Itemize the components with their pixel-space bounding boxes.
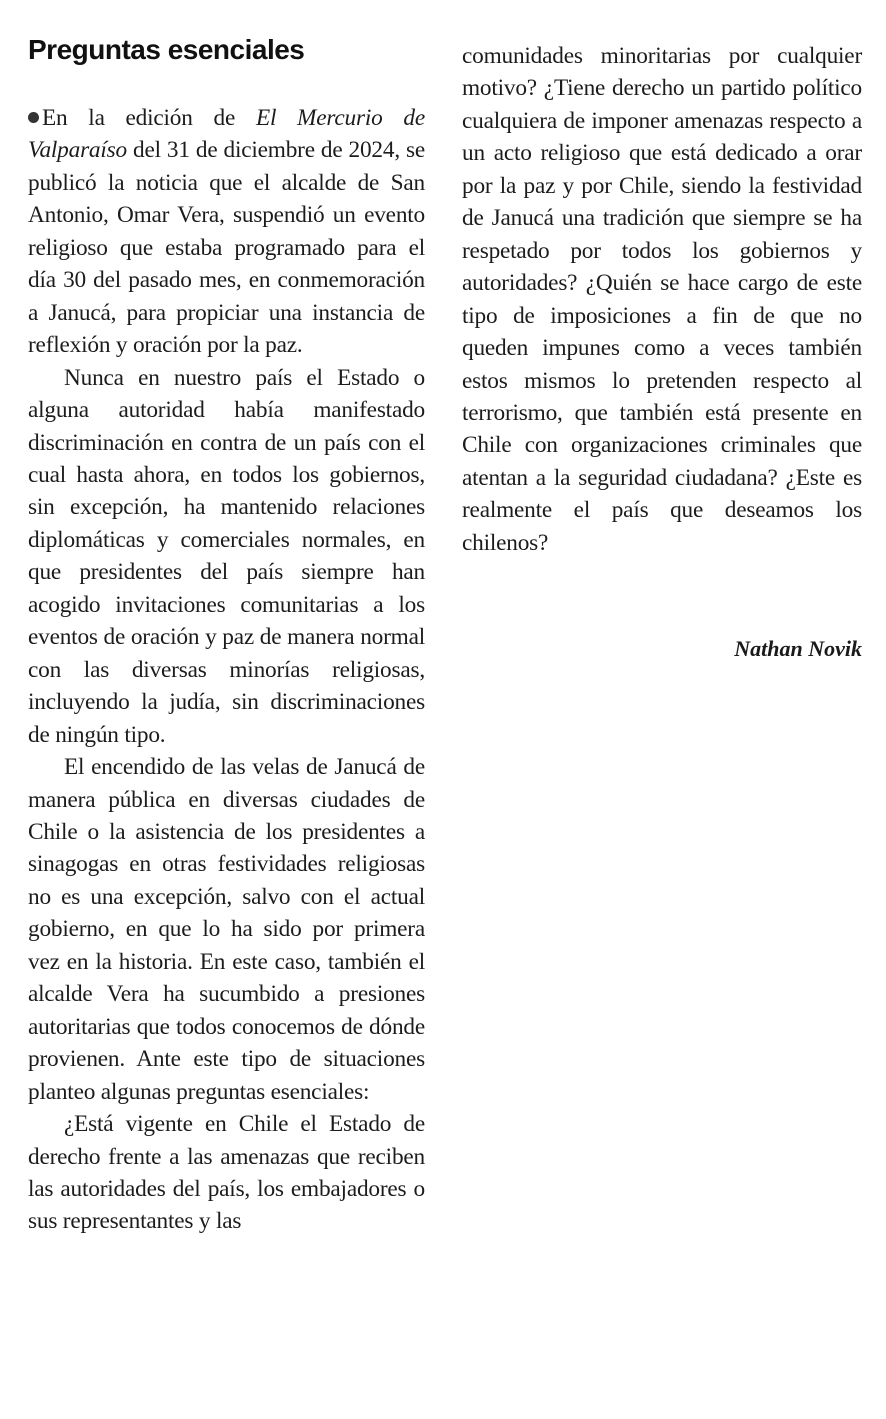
paragraph-1-text: del 31 de diciembre de 2024, se publicó la noticia que el alcalde de San Antonio, Omar Vera, suspendió un evento religioso que estaba programado para el día 30 del pasado mes, en conmemoración a Janucá, para propiciar una instancia de reflexión y oración por la paz. [28,137,425,359]
paragraph-4-continued: comunidades minoritarias por cualquier motivo? ¿Tiene derecho un partido político cualquiera de imponer amenazas respecto a un acto religioso que está dedicado a orar por la paz y por Chile, siendo la festividad de Janucá una tradición que siempre se ha respetado por todos los gobiernos y autoridades? ¿Quién se hace cargo de este tipo de imposiciones a fin de que no queden impunes como a veces también estos mismos lo pretenden respecto al terrorismo, que también está presente en Chile con organizaciones criminales que atentan a la seguridad ciudadana? ¿Este es realmente el país que deseamos los chilenos? [462,43,862,556]
author-signature: Nathan Novik [734,636,862,661]
paragraph-1 [28,102,425,362]
bullet-icon [28,112,39,123]
publication-name: El Mercurio de Valparaíso [28,105,425,164]
paragraph-4-start: ¿Está vigente en Chile el Estado de derecho frente a las amenazas que reciben las autoridades del país, los embajadores o sus representantes y las [28,1111,425,1235]
right-column [462,40,862,559]
paragraph-1-intro: En la edición de [42,105,256,131]
paragraph-2: Nunca en nuestro país el Estado o alguna autoridad había manifestado discriminación en contra de un país con el cual hasta ahora, en todos los gobiernos, sin excepción, ha mantenido relaciones diplomáticas y comerciales normales, en que presidentes del país siempre han acogido invitaciones comunitarias a los eventos de oración y paz de manera normal con las diversas minorías religiosas, incluyendo la judía, sin discriminaciones de ningún tipo. [28,364,425,748]
article-headline: Preguntas esenciales [28,34,305,65]
paragraph-3: El encendido de las velas de Janucá de manera pública en diversas ciudades de Chile o la asistencia de los presidentes a sinagogas en otras festividades religiosas no es una excepción, salvo con el actual gobierno, en que lo ha sido por primera vez en la historia. En este caso, también el alcalde Vera ha sucumbido a presiones autoritarias que todos conocemos de dónde provienen. Ante este tipo de situaciones planteo algunas preguntas esenciales: [28,754,425,1105]
left-column [28,102,425,1238]
